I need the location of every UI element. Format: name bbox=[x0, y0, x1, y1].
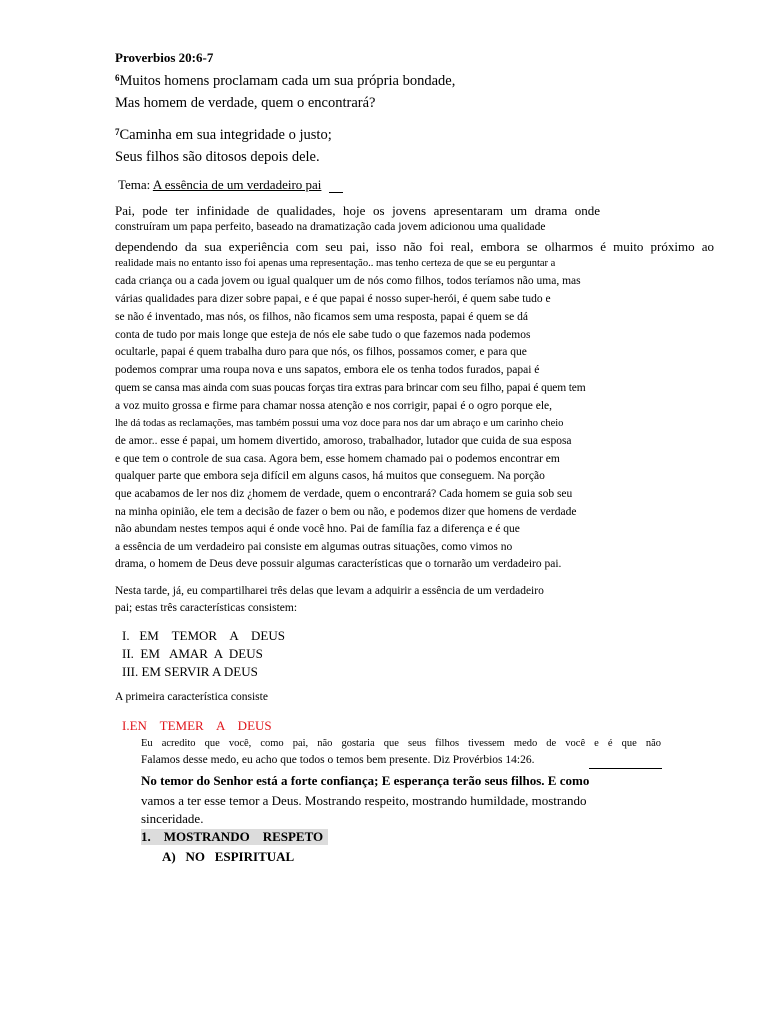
body-line: de amor.. esse é papai, um homem divertido, amoroso, trabalhador, lutador que cuida de sua esposa bbox=[115, 435, 572, 447]
section-line: Eu acredito que você, como pai, não gostaria que seus filhos tivessem medo de você e é que não bbox=[141, 738, 661, 749]
body-line: quem se cansa mas ainda com suas poucas forças tira extras para brincar com seu filho, papai é quem tem bbox=[115, 382, 586, 394]
section-line: sinceridade. bbox=[141, 811, 204, 826]
body-line: dependendo da sua experiência com seu pai, isso não foi real, embora se olharmos é muito próximo ao bbox=[115, 239, 714, 254]
body-line: Pai, pode ter infinidade de qualidades, hoje os jovens apresentaram um drama onde bbox=[115, 203, 600, 218]
verse-7-line-1 bbox=[115, 127, 332, 144]
body-line: na minha opinião, ele tem a decisão de fazer o bem ou não, e podemos dizer que homens de verdade bbox=[115, 506, 577, 518]
verse-text: Muitos homens proclamam cada um sua própria bondade, bbox=[119, 73, 456, 89]
verse-underline-tail bbox=[589, 768, 662, 769]
theme-label: Tema: bbox=[118, 177, 153, 192]
verse-7-line-2: Seus filhos são ditosos depois dele. bbox=[115, 149, 320, 165]
theme-underline-tail bbox=[329, 192, 343, 193]
verse-number: 6 bbox=[115, 73, 120, 83]
characteristic-item: II. EM AMAR A DEUS bbox=[122, 646, 263, 661]
body-line: a voz muito grossa e firme para chamar nossa atenção e nos corrigir, papai é o ogro porque ele, bbox=[115, 400, 553, 412]
bold-verse-quote: No temor do Senhor está a forte confiança; E esperança terão seus filhos. E como bbox=[141, 773, 590, 788]
intro-line-1: Nesta tarde, já, eu compartilharei três delas que levam a adquirir a essência de um verdadeiro bbox=[115, 585, 544, 597]
intro-line-2: pai; estas três características consistem: bbox=[115, 602, 298, 614]
body-line: lhe dá todas as reclamações, mas também possui uma voz doce para nos dar um abraço e um carinho cheio bbox=[115, 418, 564, 429]
body-line: que acabamos de ler nos diz ¿homem de verdade, quem o encontrará? Cada homem se guia sob seu bbox=[115, 488, 573, 500]
verse-6-line-1 bbox=[115, 73, 455, 90]
body-line: várias qualidades para dizer sobre papai, e é que papai é nosso super-herói, é quem sabe tudo e bbox=[115, 293, 551, 305]
characteristic-item: I. EM TEMOR A DEUS bbox=[122, 628, 285, 643]
section-line: Falamos desse medo, eu acho que todos o temos bem presente. Diz Provérbios 14:26. bbox=[141, 754, 535, 766]
body-line: ocultarle, papai é quem trabalha duro para que nós, os filhos, possamos comer, e para que bbox=[115, 346, 527, 358]
verse-number: 7 bbox=[115, 127, 120, 137]
first-characteristic-label: A primeira característica consiste bbox=[115, 691, 268, 703]
body-line: conta de tudo por mais longe que esteja de nós ele sabe tudo o que fazemos nada podemos bbox=[115, 329, 531, 341]
theme-text: A essência de um verdadeiro pai bbox=[152, 177, 322, 192]
body-line: se não é inventado, mas nós, os filhos, não ficamos sem uma resposta, papai é quem se dá bbox=[115, 311, 528, 323]
body-line: realidade mais no entanto isso foi apenas uma representação.. mas tenho certeza de que se eu perguntar a bbox=[115, 258, 556, 269]
body-line: podemos comprar uma roupa nova e uns sapatos, embora ele os tenha todos furados, papai é bbox=[115, 364, 540, 376]
section-heading: I.EN TEMER A DEUS bbox=[122, 718, 272, 733]
subheading-spiritual: A) NO ESPIRITUAL bbox=[162, 849, 295, 864]
verse-text: Caminha em sua integridade o justo; bbox=[119, 127, 332, 143]
characteristic-item: III. EM SERVIR A DEUS bbox=[122, 664, 258, 679]
section-line: vamos a ter esse temor a Deus. Mostrando respeito, mostrando humildade, mostrando bbox=[141, 793, 587, 808]
body-line: cada criança ou a cada jovem ou igual qualquer um de nós como filhos, todos teríamos não uma, mas bbox=[115, 275, 581, 287]
verse-6-line-2: Mas homem de verdade, quem o encontrará? bbox=[115, 95, 376, 111]
subheading-respect: 1. MOSTRANDO RESPETO bbox=[141, 829, 328, 845]
body-line: drama, o homem de Deus deve possuir algumas características que o tornarão um verdadeiro pai. bbox=[115, 558, 562, 570]
body-line: construíram um papa perfeito, baseado na dramatização cada jovem adicionou uma qualidade bbox=[115, 221, 546, 233]
body-line: qualquer parte que embora seja difícil em alguns casos, há muitos que conseguem. Na porção bbox=[115, 470, 545, 482]
body-line: e que tem o controle de sua casa. Agora bem, esse homem chamado pai o podemos encontrar em bbox=[115, 453, 560, 465]
body-line: a essência de um verdadeiro pai consiste em algumas outras situações, como vimos no bbox=[115, 541, 513, 553]
theme-line bbox=[118, 177, 321, 193]
scripture-reference: Proverbios 20:6-7 bbox=[115, 50, 214, 65]
body-line: não abundam nestes tempos aqui é onde você hno. Pai de família faz a diferença e é que bbox=[115, 523, 520, 535]
